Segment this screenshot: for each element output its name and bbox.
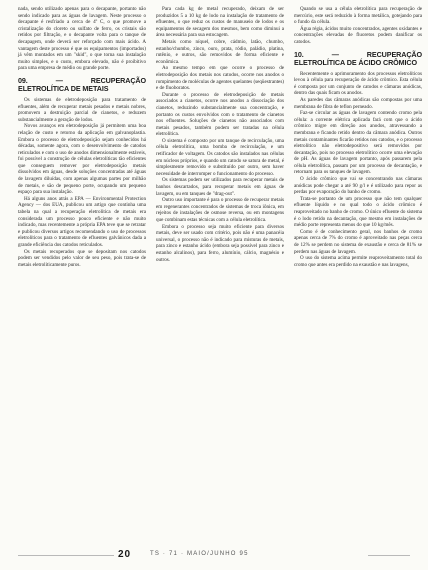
paragraph: Embora o processo seja muito eficiente para diversos metais, deve ser usado com critério, pois não é uma panacéia universal, o processo não é indicado para misturas de metais, para zinco e estanho ácido (embora seja possível para zinco e estanho alcalinos), para ferro, alumínio, cálcio, magnésio e outros.: [156, 223, 284, 263]
paragraph: Para cada kg de metal recuperado, deixam de ser produzidos 5 a 10 kg de lodo na instalação de tratamento de efluentes, o que reduz os custos de manuseio de lodos e os equipamentos de secagem dos mesmos, bem como diminui a área necessária para sua estocagem.: [156, 6, 284, 39]
footer-rule-left: [18, 555, 114, 556]
issue-label: TS · 71 · MAIO/JUNHO 95: [150, 551, 249, 557]
paragraph: Água régia, ácidos muito concentrados, agentes oxidantes e concentrações elevadas de fluoretos podem danificar os catodos.: [294, 25, 422, 45]
paragraph: Os sistemas de eletrodeposição para tratamento de efluentes, além de recuperar metais pesados e metais nobres, promovem a destruição parcial de cianetos, e reduzem substancialmente a geração de lodos.: [18, 96, 146, 123]
column-1: [18, 6, 146, 268]
column-2: [156, 6, 284, 263]
page-number: 20: [118, 549, 132, 560]
paragraph: Durante o processo de eletrodeposição de metais associados a cianetos, ocorre nos anodos a dissociação dos cianetos, reduzindo substancialmente sua concentração, e portanto os custos envolvidos com o tratamento de cianetos nos efluentes. Soluções de cianetos não associados com metais pesados, também podem ser tratadas na célula eletrolítica.: [156, 91, 284, 138]
paragraph: O ácido crômico que vai se concentrando nas câmaras anódicas pode chegar a até 90 g/l e é utilizado para repor as perdas por evaporação do banho de cromo.: [294, 176, 422, 196]
paragraph: Recentemente o aprimoramento dos processos eletrolíticos levou à célula para recuperação de ácido crômico. Esta célula é composta por um conjunto de catodos e câmaras anódicas, dentro das quais ficam os anodos.: [294, 70, 422, 97]
paragraph: Há alguns anos atrás a EPA — Environmental Protection Agency — dos EUA, publicou um artigo que continha uma tabela na qual a recuperação eletrolítica de metais era considerada um processo pouco eficiente e não muito indicado, mas recentemente a própria EPA teve que se retratar e publicou diversos artigos recomendando o uso de processos eletrolíticos para o tratamento de efluentes galvânicos dada a grande eficiência dos catodos reticulados.: [18, 195, 146, 248]
paragraph: Ao mesmo tempo em que ocorre o processo de eletrodeposição dos metais nos catodos, ocorre nos anodos o rompimento de moléculas de agentes quelantes (seqüestrantes) e de fluoboratos.: [156, 65, 284, 92]
column-3: [294, 6, 422, 268]
paragraph: Quando se usa a célula eletrolítica para recuperação de mercúrio, este será reduzido à forma metálica, gotejando para o fundo da célula.: [294, 6, 422, 26]
paragraph: Os metais recuperados que se depositam nos catodos podem ser vendidos pelo valor de seu peso, pois trata-se de metais eletroliticamente puros.: [18, 248, 146, 268]
paragraph: nada, sendo utilizado apenas para o decapante, portanto não sendo indicado para as águas de lavagem. Neste processo o decapante é resfriado a cerca de 4º C, o que promove a cristalização do cloreto ou sulfato de ferro, os cristais são retidos por filtração, e o decapante volta para o tanque de decapagem, onde deverá ser reforçado com mais ácido. A vantagem deste processo é que os equipamentos (importados) já vêm montados em um "skid", o que torna sua instalação muito simples, e o custo, embora elevado, não é proibitivo para uma empresa de médio ou grande porte.: [18, 6, 146, 72]
page-footer: [0, 549, 428, 563]
paragraph: Outro uso importante é para o processo de recuperar metais em regenerantes concentrados de sistemas de troca iônica, em rejeitos de instalações de osmose reversa, ou em montagens que combinam estas técnicas com a célula eletrolítica.: [156, 197, 284, 223]
footer-rule-right: [368, 555, 410, 556]
paragraph: Como é de conhecimento geral, nos banhos de cromo apenas cerca de 7% do cromo é aproveitado nas peças cerca de 12% se perdem no sistema de exaustão e cerca de 81% se perdem nas águas de lavagem.: [294, 228, 422, 255]
paragraph: Trata-se portanto de um processo que não tem qualquer efluente líquido e no qual todo o ácido crômico é reaproveitado no banho de cromo. O único efluente do sistema é o lodo retido na decantação, que mesmo em instalações de médio porte representa menos do que 10 kg/mês.: [294, 195, 422, 229]
section-heading-09: 09. — RECUPERAÇÃO ELETROLÍTICA DE METAIS: [18, 75, 146, 93]
paragraph: O uso do sistema acima permite reaproveitamento total do cromo que antes era perdido na exaustão e nas lavagens,: [294, 255, 422, 268]
paragraph: Os sistemas podem ser utilizados para recuperar metais de banhos descartados, para recuperar metais em águas de lavagem, ou em tanques de "drag-out".: [156, 177, 284, 197]
paragraph: Faz-se circular as águas de lavagem contendo cromo pela célula: a corrente elétrica aplicada fará com que o ácido crômico migre em direção aos anodos, atravessando a membrana e ficando retido dentro da câmara anódica. Outros metais contaminantes ficarão retidos nos catodos, e o processo eletrolítico não eletrodepositivo será removidos por decantação, pois no processo eletrolítico ocorre uma elevação de pH. As águas de lavagem portanto, após passarem pela célula eletrolítica, passam por um processo de decantação, e retornam para os tanques de lavagem.: [294, 110, 422, 176]
paragraph: Metais como níquel, cobre, cádmio, latão, chumbo, estanho/chumbo, zinco, ouro, prata, ródio, paládio, platina, rutênio, e outros, são removidos de forma eficiente e econômica.: [156, 38, 284, 65]
paragraph: O sistema é composto por um tanque de recirculação, uma célula eletrolítica, uma bomba de recirculação, e um retificador de voltagem. Os catodos são instalados nas células em núcleos próprios, e quando um catodo se satura de metal, é simplesmente removido e substituído por outro, sem haver necessidade de interromper o funcionamento do processo.: [156, 137, 284, 177]
section-heading-10: 10. — RECUPERAÇÃO ELETROLÍTICA DE ÁCIDO CRÔMICO: [294, 49, 422, 67]
paragraph: As paredes das câmaras anódicas são compostas por uma membrana de fibra de teflon perneado.: [294, 96, 422, 110]
paragraph: Novos avanços em eletrodeposição já permitem uma boa relação de custo e retorno da aplicação em galvanoplastia. Embora o processo de eletrodeposição sejam conhecidos há décadas, somente agora, com o desenvolvimento de catodos reticulados e com o uso de anodos dimensionalmente estáveis, foi possível a construção de células eletrolíticas tão eficientes que conseguem remover por eletrodeposição metais dissolvidos em águas, desde soluções concentradas até águas de lavagem diluídas, com apenas algumas partes por milhão de metais, e são de pequeno porte, ocupando um pequeno espaço para sua instalação.: [18, 123, 146, 196]
